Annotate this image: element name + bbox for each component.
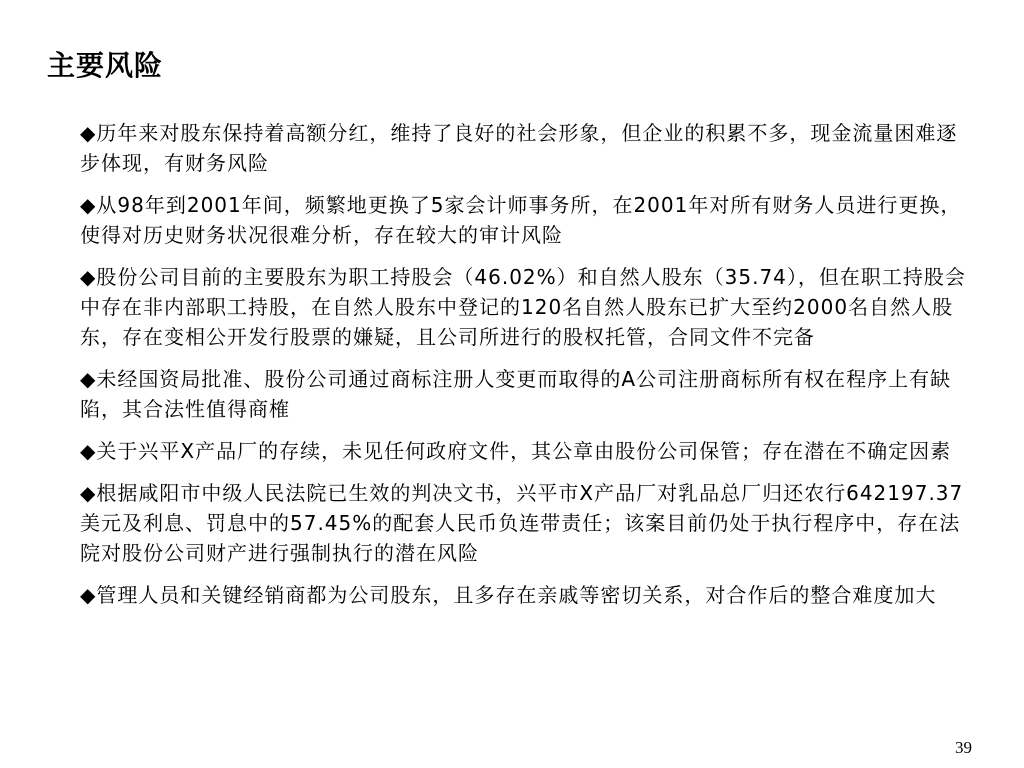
bullet-item	[80, 262, 970, 352]
diamond-bullet-icon: ◆	[80, 439, 97, 463]
diamond-bullet-icon: ◆	[80, 121, 97, 145]
bullet-text: 关于兴平X产品厂的存续，未见任何政府文件，其公章由股份公司保管；存在潜在不确定因素	[96, 439, 952, 463]
diamond-bullet-icon: ◆	[80, 583, 97, 607]
bullet-text: 管理人员和关键经销商都为公司股东，且多存在亲戚等密切关系，对合作后的整合难度加大	[96, 583, 937, 607]
bullet-text: 历年来对股东保持着高额分红，维持了良好的社会形象，但企业的积累不多，现金流量困难逐步体现，有财务风险	[80, 121, 958, 175]
page-number: 39	[955, 738, 972, 757]
bullet-item	[80, 436, 970, 466]
slide-title: 主要风险	[47, 49, 164, 82]
bullet-text: 根据咸阳市中级人民法院已生效的判决文书，兴平市X产品厂对乳品总厂归还农行642197.37美元及利息、罚息中的57.45%的配套人民币负连带责任；该案目前仍处于执行程序中，存在法院对股份公司财产进行强制执行的潜在风险	[80, 481, 964, 565]
bullet-item	[80, 478, 970, 568]
bullet-item	[80, 118, 970, 178]
bullet-text: 未经国资局批准、股份公司通过商标注册人变更而取得的A公司注册商标所有权在程序上有缺陷，其合法性值得商榷	[80, 367, 952, 421]
bullet-item	[80, 364, 970, 424]
diamond-bullet-icon: ◆	[80, 265, 97, 289]
bullet-text: 股份公司目前的主要股东为职工持股会（46.02%）和自然人股东（35.74），但在职工持股会中存在非内部职工持股，在自然人股东中登记的120名自然人股东已扩大至约2000名自然人股东，存在变相公开发行股票的嫌疑，且公司所进行的股权托管，合同文件不完备	[80, 265, 966, 349]
bullet-item	[80, 580, 970, 610]
diamond-bullet-icon: ◆	[80, 481, 97, 505]
risk-bullet-list	[80, 118, 970, 622]
bullet-text: 从98年到2001年间，频繁地更换了5家会计师事务所，在2001年对所有财务人员进行更换，使得对历史财务状况很难分析，存在较大的审计风险	[80, 193, 962, 247]
diamond-bullet-icon: ◆	[80, 367, 97, 391]
diamond-bullet-icon: ◆	[80, 193, 97, 217]
bullet-item	[80, 190, 970, 250]
